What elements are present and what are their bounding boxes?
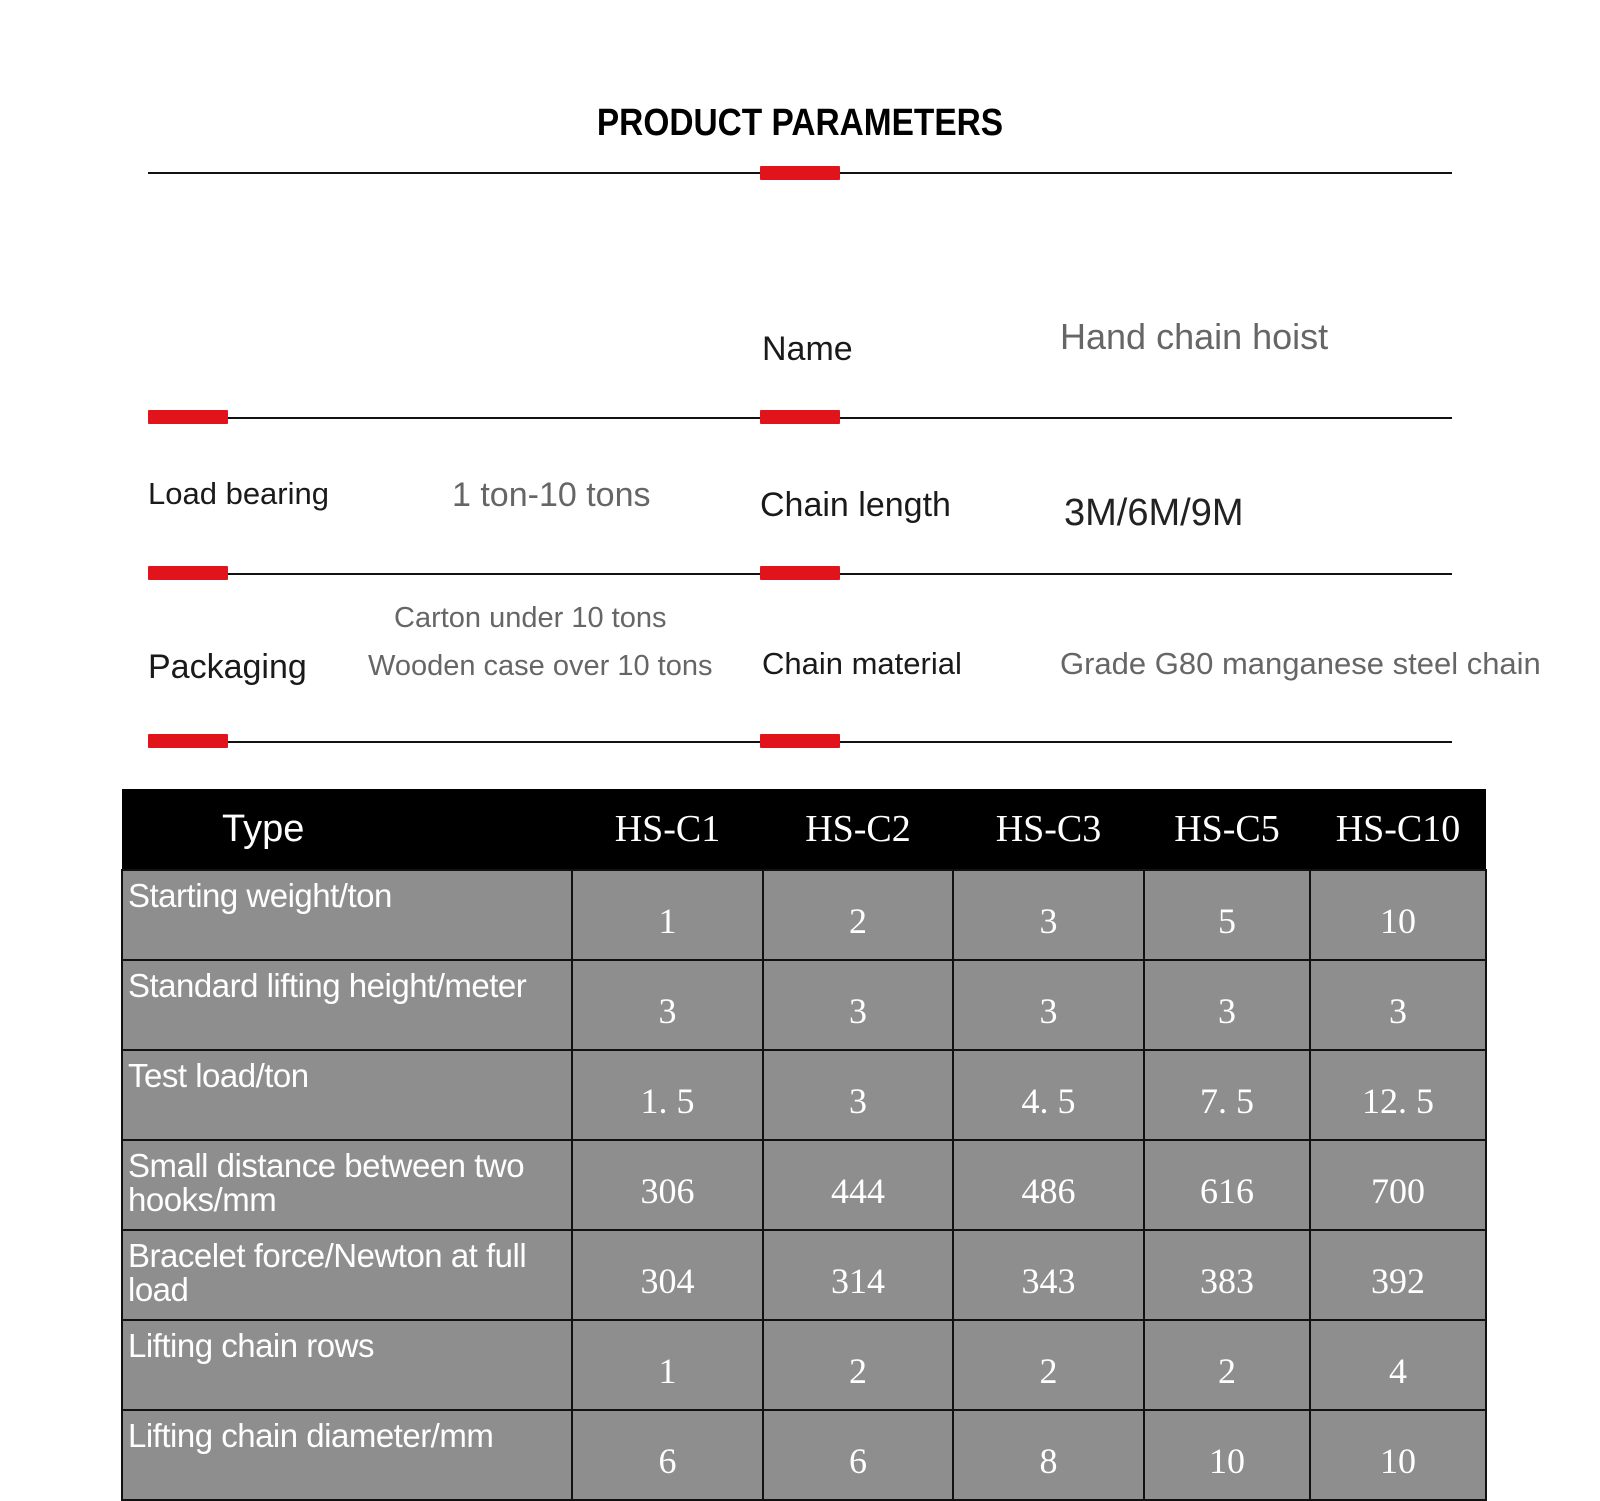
table-cell: 700 <box>1310 1140 1486 1230</box>
row-divider-2-accent-left <box>148 566 228 580</box>
table-cell: 8 <box>953 1410 1144 1500</box>
load-bearing-label: Load bearing <box>148 476 329 511</box>
table-cell: 1 <box>572 1320 763 1410</box>
table-cell: 3 <box>763 960 953 1050</box>
table-cell: 3 <box>1144 960 1310 1050</box>
model-header: HS-C2 <box>763 789 953 870</box>
row-divider-3-accent-mid <box>760 734 840 748</box>
table-cell: 3 <box>572 960 763 1050</box>
table-row <box>122 1140 1486 1230</box>
param-label: Test load/ton <box>122 1050 572 1140</box>
model-header: HS-C1 <box>572 789 763 870</box>
load-bearing-value: 1 ton-10 tons <box>452 476 651 514</box>
table-cell: 5 <box>1144 870 1310 960</box>
table-cell: 3 <box>953 960 1144 1050</box>
model-header: HS-C10 <box>1310 789 1486 870</box>
param-label: Standard lifting height/meter <box>122 960 572 1050</box>
table-cell: 1. 5 <box>572 1050 763 1140</box>
table-cell: 10 <box>1144 1410 1310 1500</box>
table-cell: 10 <box>1310 1410 1486 1500</box>
row-divider-1-accent-left <box>148 410 228 424</box>
table-row <box>122 1320 1486 1410</box>
row-divider-2-accent-mid <box>760 566 840 580</box>
table-cell: 6 <box>763 1410 953 1500</box>
title-divider-accent <box>760 166 840 180</box>
table-cell: 2 <box>763 870 953 960</box>
table-cell: 4 <box>1310 1320 1486 1410</box>
table-cell: 12. 5 <box>1310 1050 1486 1140</box>
spec-table <box>121 789 1487 1501</box>
param-label: Lifting chain rows <box>122 1320 572 1410</box>
table-cell: 3 <box>1310 960 1486 1050</box>
chain-length-value: 3M/6M/9M <box>1064 492 1244 534</box>
table-cell: 1 <box>572 870 763 960</box>
table-cell: 343 <box>953 1230 1144 1320</box>
param-label: Starting weight/ton <box>122 870 572 960</box>
param-label: Bracelet force/Newton at full load <box>122 1230 572 1320</box>
table-cell: 486 <box>953 1140 1144 1230</box>
table-cell: 304 <box>572 1230 763 1320</box>
table-cell: 2 <box>763 1320 953 1410</box>
table-cell: 3 <box>953 870 1144 960</box>
row-divider-3-accent-left <box>148 734 228 748</box>
spec-table-header-row <box>122 789 1486 870</box>
param-label: Lifting chain diameter/mm <box>122 1410 572 1500</box>
table-cell: 392 <box>1310 1230 1486 1320</box>
table-cell: 314 <box>763 1230 953 1320</box>
packaging-label: Packaging <box>148 648 307 686</box>
model-header: HS-C5 <box>1144 789 1310 870</box>
packaging-value-line-2: Wooden case over 10 tons <box>368 650 713 682</box>
table-cell: 2 <box>1144 1320 1310 1410</box>
param-label: Small distance between two hooks/mm <box>122 1140 572 1230</box>
chain-material-value: Grade G80 manganese steel chain <box>1060 646 1541 681</box>
chain-material-label: Chain material <box>762 646 962 681</box>
page-title: PRODUCT PARAMETERS <box>596 102 1004 144</box>
table-cell: 306 <box>572 1140 763 1230</box>
table-row <box>122 870 1486 960</box>
table-cell: 444 <box>763 1140 953 1230</box>
table-cell: 616 <box>1144 1140 1310 1230</box>
row-divider-1-accent-mid <box>760 410 840 424</box>
type-header: Type <box>122 789 572 870</box>
table-row <box>122 1230 1486 1320</box>
table-row <box>122 1050 1486 1140</box>
name-value: Hand chain hoist <box>1060 316 1329 357</box>
table-cell: 10 <box>1310 870 1486 960</box>
table-cell: 7. 5 <box>1144 1050 1310 1140</box>
name-label: Name <box>762 330 853 368</box>
table-cell: 4. 5 <box>953 1050 1144 1140</box>
table-row <box>122 1410 1486 1500</box>
table-cell: 3 <box>763 1050 953 1140</box>
packaging-value-line-1: Carton under 10 tons <box>394 602 667 634</box>
model-header: HS-C3 <box>953 789 1144 870</box>
table-cell: 2 <box>953 1320 1144 1410</box>
table-cell: 6 <box>572 1410 763 1500</box>
table-cell: 383 <box>1144 1230 1310 1320</box>
table-row <box>122 960 1486 1050</box>
chain-length-label: Chain length <box>760 486 951 524</box>
